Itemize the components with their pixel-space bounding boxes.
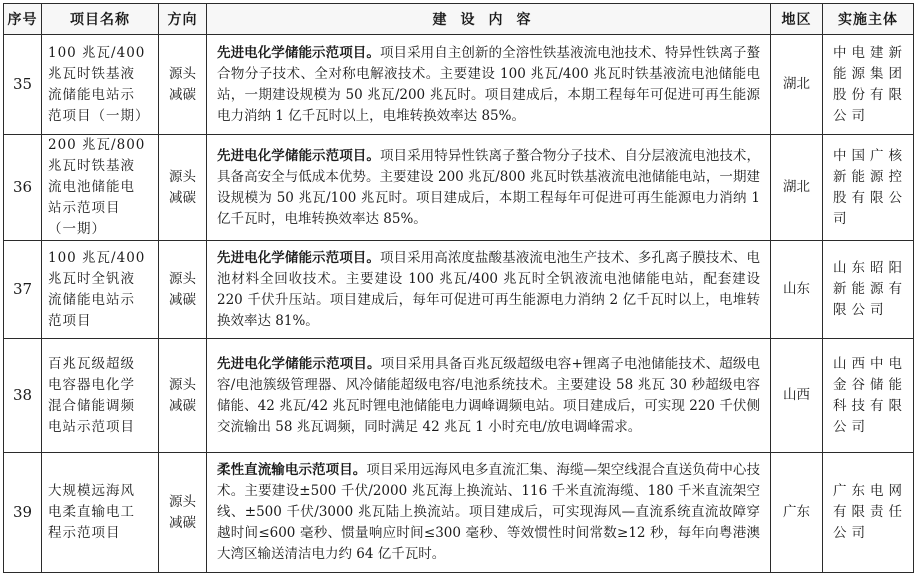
header-direction: 方向 <box>159 4 207 35</box>
project-name-line: 混合储能调频 <box>48 397 135 414</box>
content-lead: 先进电化学储能示范项目。 <box>217 44 380 61</box>
project-name-line: 兆瓦时全钒液 <box>48 270 135 287</box>
row-number: 39 <box>4 453 42 573</box>
org-line: 股有限公 <box>833 189 907 206</box>
header-project-name: 项目名称 <box>42 4 159 35</box>
org-line: 山西中电 <box>833 355 907 372</box>
project-name-line: 电站示范项目 <box>48 418 135 435</box>
project-name <box>42 339 159 453</box>
project-name-line: 流储能电站示 <box>48 86 135 103</box>
org-line: 科技有限 <box>833 397 907 414</box>
org-line: 司 <box>833 210 852 227</box>
project-name-line: 流电池储能电 <box>48 179 135 195</box>
org-line: 新能源控 <box>833 168 907 185</box>
direction <box>159 339 207 453</box>
project-name <box>42 241 159 339</box>
direction-line: 减碳 <box>169 514 196 531</box>
project-name <box>42 453 159 573</box>
row-number: 36 <box>4 135 42 241</box>
implementing-org <box>823 35 914 135</box>
header-org: 实施主体 <box>823 4 914 35</box>
implementing-org <box>823 339 914 453</box>
region: 山西 <box>771 339 823 453</box>
org-line: 中电建新 <box>833 44 907 61</box>
direction-line: 源头 <box>169 376 196 393</box>
content-lead: 先进电化学储能示范项目。 <box>217 147 380 164</box>
table-row <box>4 135 914 241</box>
org-line: 能源集团 <box>833 65 907 82</box>
implementing-org <box>823 453 914 573</box>
table-row <box>4 241 914 339</box>
org-line: 限公司 <box>833 302 889 318</box>
direction-line: 源头 <box>169 493 196 510</box>
org-line: 金谷储能 <box>833 376 907 393</box>
direction-line: 减碳 <box>169 397 196 414</box>
org-line: 公司 <box>833 107 870 124</box>
project-name-line: 200 兆瓦/800 <box>48 137 146 153</box>
project-name-line: 电柔直输电工 <box>48 504 135 520</box>
org-line: 广东电网 <box>833 483 907 499</box>
project-name-line: 程示范项目 <box>48 525 121 541</box>
project-name-line: 兆瓦时铁基液 <box>48 65 135 82</box>
project-name-line: （一期） <box>48 221 106 237</box>
content-text: 项目采用高浓度盐酸基液流电池生产技术、多孔离子膜技术、电池材料全回收技术。主要建设 100 兆瓦/400 兆瓦时全钒液流电池储能电站，配套建设 220 千伏升压站。项目建成后，每年可促进可再生能源电力消纳 2 亿千瓦时以上，电堆转换效率达 81%。 <box>217 249 761 329</box>
row-number: 38 <box>4 339 42 453</box>
content-lead: 先进电化学储能示范项目。 <box>217 355 381 372</box>
region: 湖北 <box>771 35 823 135</box>
header-no: 序号 <box>4 4 42 35</box>
region: 广东 <box>771 453 823 573</box>
direction-line: 源头 <box>169 270 196 287</box>
region: 山东 <box>771 241 823 339</box>
row-number: 35 <box>4 35 42 135</box>
direction-line: 源头 <box>169 168 196 185</box>
construction-content <box>207 339 771 453</box>
construction-content <box>207 135 771 241</box>
project-name <box>42 35 159 135</box>
direction <box>159 241 207 339</box>
direction-line: 减碳 <box>169 291 196 308</box>
project-name-line: 大规模远海风 <box>48 483 135 499</box>
implementing-org <box>823 241 914 339</box>
projects-table <box>3 3 914 573</box>
direction-line: 源头 <box>169 65 196 82</box>
construction-content <box>207 453 771 573</box>
org-line: 山东昭阳 <box>833 260 907 276</box>
project-name <box>42 135 159 241</box>
project-name-line: 100 兆瓦/400 <box>48 44 146 61</box>
project-name-line: 百兆瓦级超级 <box>48 355 135 372</box>
header-region: 地区 <box>771 4 823 35</box>
content-text: 项目采用自主创新的全溶性铁基液流电池技术、特异性铁离子螯合物分子技术、全对称电解液技术。主要建设 100 兆瓦/400 兆瓦时铁基液流电池储能电站，一期建设规模为 50 兆瓦/200 兆瓦时。项目建成后，本期工程每年可促进可再生能源电力消纳 1 亿千瓦时以上，电堆转换效率达 85%。 <box>217 44 761 124</box>
header-content: 建设内容 <box>207 4 771 35</box>
direction <box>159 453 207 573</box>
org-line: 新能源有 <box>833 281 907 297</box>
project-name-line: 100 兆瓦/400 <box>48 249 146 266</box>
project-name-line: 范项目 <box>48 312 92 329</box>
direction-line: 减碳 <box>169 189 196 206</box>
project-name-line: 电容器电化学 <box>48 376 135 393</box>
direction <box>159 135 207 241</box>
content-text: 项目采用特异性铁离子螯合物分子技术、自分层液流电池技术，具备高安全与低成本优势。主要建设 200 兆瓦/800 兆瓦时铁基液流电池储能电站，一期建设规模为 50 兆瓦/100 兆瓦时。项目建成后，本期工程每年可促进可再生能源电力消纳 1 亿千瓦时，电堆转换效率达 85%。 <box>217 147 761 227</box>
construction-content <box>207 35 771 135</box>
table-row <box>4 339 914 453</box>
construction-content <box>207 241 771 339</box>
table-row <box>4 453 914 573</box>
org-line: 有限责任 <box>833 504 907 520</box>
content-text: 项目采用远海风电多直流汇集、海缆—架空线混合直送负荷中心技术。主要建设±500 千伏/2000 兆瓦海上换流站、116 千米直流海缆、180 千米直流架空线、±500 千伏/3000 兆瓦陆上换流站。项目建成后，可实现海风—直流系统直流故障穿越时间≤600 毫秒、惯量响应时间≤300 毫秒、等效惯性时间常数≥12 秒，每年向粤港澳大湾区输送清洁电力约 64 亿千瓦时。 <box>217 462 761 562</box>
implementing-org <box>823 135 914 241</box>
region: 湖北 <box>771 135 823 241</box>
row-number: 37 <box>4 241 42 339</box>
table-header-row <box>4 4 914 35</box>
table-row <box>4 35 914 135</box>
direction <box>159 35 207 135</box>
content-lead: 柔性直流输电示范项目。 <box>217 462 367 478</box>
project-name-line: 兆瓦时铁基液 <box>48 158 135 174</box>
org-line: 股份有限 <box>833 86 907 103</box>
content-text: 项目采用具备百兆瓦级超级电容+锂离子电池储能技术、超级电容/电池簇级管理器、风冷储能超级电容/电池系统技术。主要建设 58 兆瓦 30 秒超级电容储能、42 兆瓦/42 兆瓦时锂电池储能电力调峰调频电站。项目建成后，可实现 220 千伏侧交流输出 58 兆瓦调频，同时满足 42 兆瓦 1 小时充电/放电调峰需求。 <box>217 355 761 435</box>
project-name-line: 流储能电站示 <box>48 291 135 308</box>
org-line: 中国广核 <box>833 147 907 164</box>
org-line: 公司 <box>833 418 870 435</box>
content-lead: 先进电化学储能示范项目。 <box>217 249 380 266</box>
project-name-line: 站示范项目 <box>48 200 121 216</box>
org-line: 公司 <box>833 525 870 541</box>
direction-line: 减碳 <box>169 86 196 103</box>
project-name-line: 范项目（一期） <box>48 107 150 124</box>
